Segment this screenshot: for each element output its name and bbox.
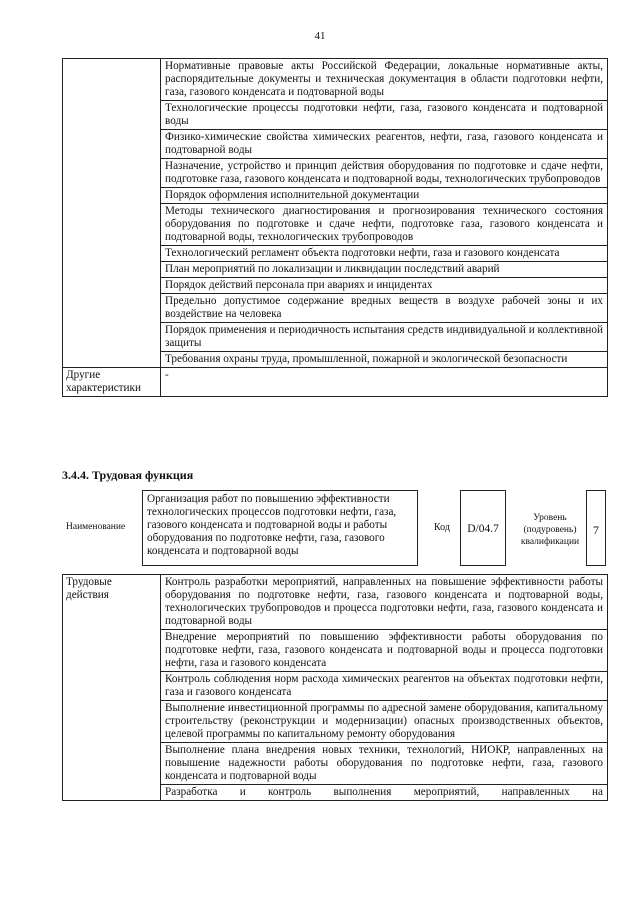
table-cell: Предельно допустимое содержание вредных веществ в воздухе рабочей зоны и их воздействие на человека	[161, 294, 608, 323]
code-label: Код	[434, 522, 450, 533]
table-cell: Выполнение инвестиционной программы по адресной замене оборудования, капитальному строительству (реконструкции и модернизации) опасных производственных объектов, целевой программы по капитальному ремонту оборудования	[161, 701, 608, 743]
table-cell: Нормативные правовые акты Российской Федерации, локальные нормативные акты, распорядительные документы и техническая документация в области подготовки нефти, газа, газового конденсата и подтоварной воды	[161, 59, 608, 101]
table-row	[63, 368, 608, 397]
table-cell: Методы технического диагностирования и прогнозирования технического состояния оборудования по подготовке и сдаче нефти, подготовке газа, газового конденсата и подтоварной воды, технологических трубопроводов	[161, 204, 608, 246]
table-cell: Физико-химические свойства химических реагентов, нефти, газа, газового конденсата и подтоварной воды	[161, 130, 608, 159]
other-characteristics-value: -	[161, 368, 608, 397]
table-row	[63, 59, 608, 101]
table-cell: Порядок применения и периодичность испытания средств индивидуальной и коллективной защиты	[161, 323, 608, 352]
table-cell: Требования охраны труда, промышленной, пожарной и экологической безопасности	[161, 352, 608, 368]
section-title: 3.4.4. Трудовая функция	[62, 468, 194, 482]
page-number: 41	[314, 30, 326, 42]
function-header	[62, 490, 608, 570]
knowledge-label-cell	[63, 59, 161, 368]
code-value: D/04.7	[460, 490, 506, 566]
knowledge-table	[62, 58, 608, 397]
table-cell: Порядок оформления исполнительной документации	[161, 188, 608, 204]
actions-table	[62, 574, 608, 801]
table-cell: Технологические процессы подготовки нефти, газа, газового конденсата и подтоварной воды	[161, 101, 608, 130]
level-label: Уровень (подуровень) квалификации	[520, 513, 580, 547]
table-cell: Выполнение плана внедрения новых техники, технологий, НИОКР, направленных на повышение надежности работы оборудования по подготовке нефти, газа, газового конденсата и подтоварной воды	[161, 743, 608, 785]
table-cell: Назначение, устройство и принцип действия оборудования по подготовке и сдаче нефти, подготовке газа, газового конденсата и подтоварной воды, технологических трубопроводов	[161, 159, 608, 188]
name-label: Наименование	[66, 522, 126, 532]
name-value: Организация работ по повышению эффективности технологических процессов подготовки нефти, газа, газового конденсата и подтоварной воды и работы оборудования по подготовке нефти, газа, газового конденсата и подтоварной воды	[142, 490, 418, 566]
table-cell: Внедрение мероприятий по повышению эффективности работы оборудования по подготовке нефти, газа, газового конденсата и подтоварной воды и процесса подготовки нефти, газа и газового конденсата	[161, 630, 608, 672]
level-value: 7	[586, 490, 606, 566]
table-cell: Разработка и контроль выполнения мероприятий, направленных на	[161, 785, 608, 801]
table-cell: Контроль разработки мероприятий, направленных на повышение эффективности работы оборудования по подготовке нефти, газа, газового конденсата и подтоварной воды, технологических трубопроводов и процесса подготовки нефти, газа, газового конденсата и подтоварной воды	[161, 575, 608, 630]
other-characteristics-label: Другие характеристики	[63, 368, 161, 397]
table-cell: Контроль соблюдения норм расхода химических реагентов на объектах подготовки нефти, газа и газового конденсата	[161, 672, 608, 701]
table-cell: План мероприятий по локализации и ликвидации последствий аварий	[161, 262, 608, 278]
table-cell: Порядок действий персонала при авариях и инцидентах	[161, 278, 608, 294]
table-row	[63, 575, 608, 630]
actions-label: Трудовые действия	[63, 575, 161, 801]
table-cell: Технологический регламент объекта подготовки нефти, газа и газового конденсата	[161, 246, 608, 262]
